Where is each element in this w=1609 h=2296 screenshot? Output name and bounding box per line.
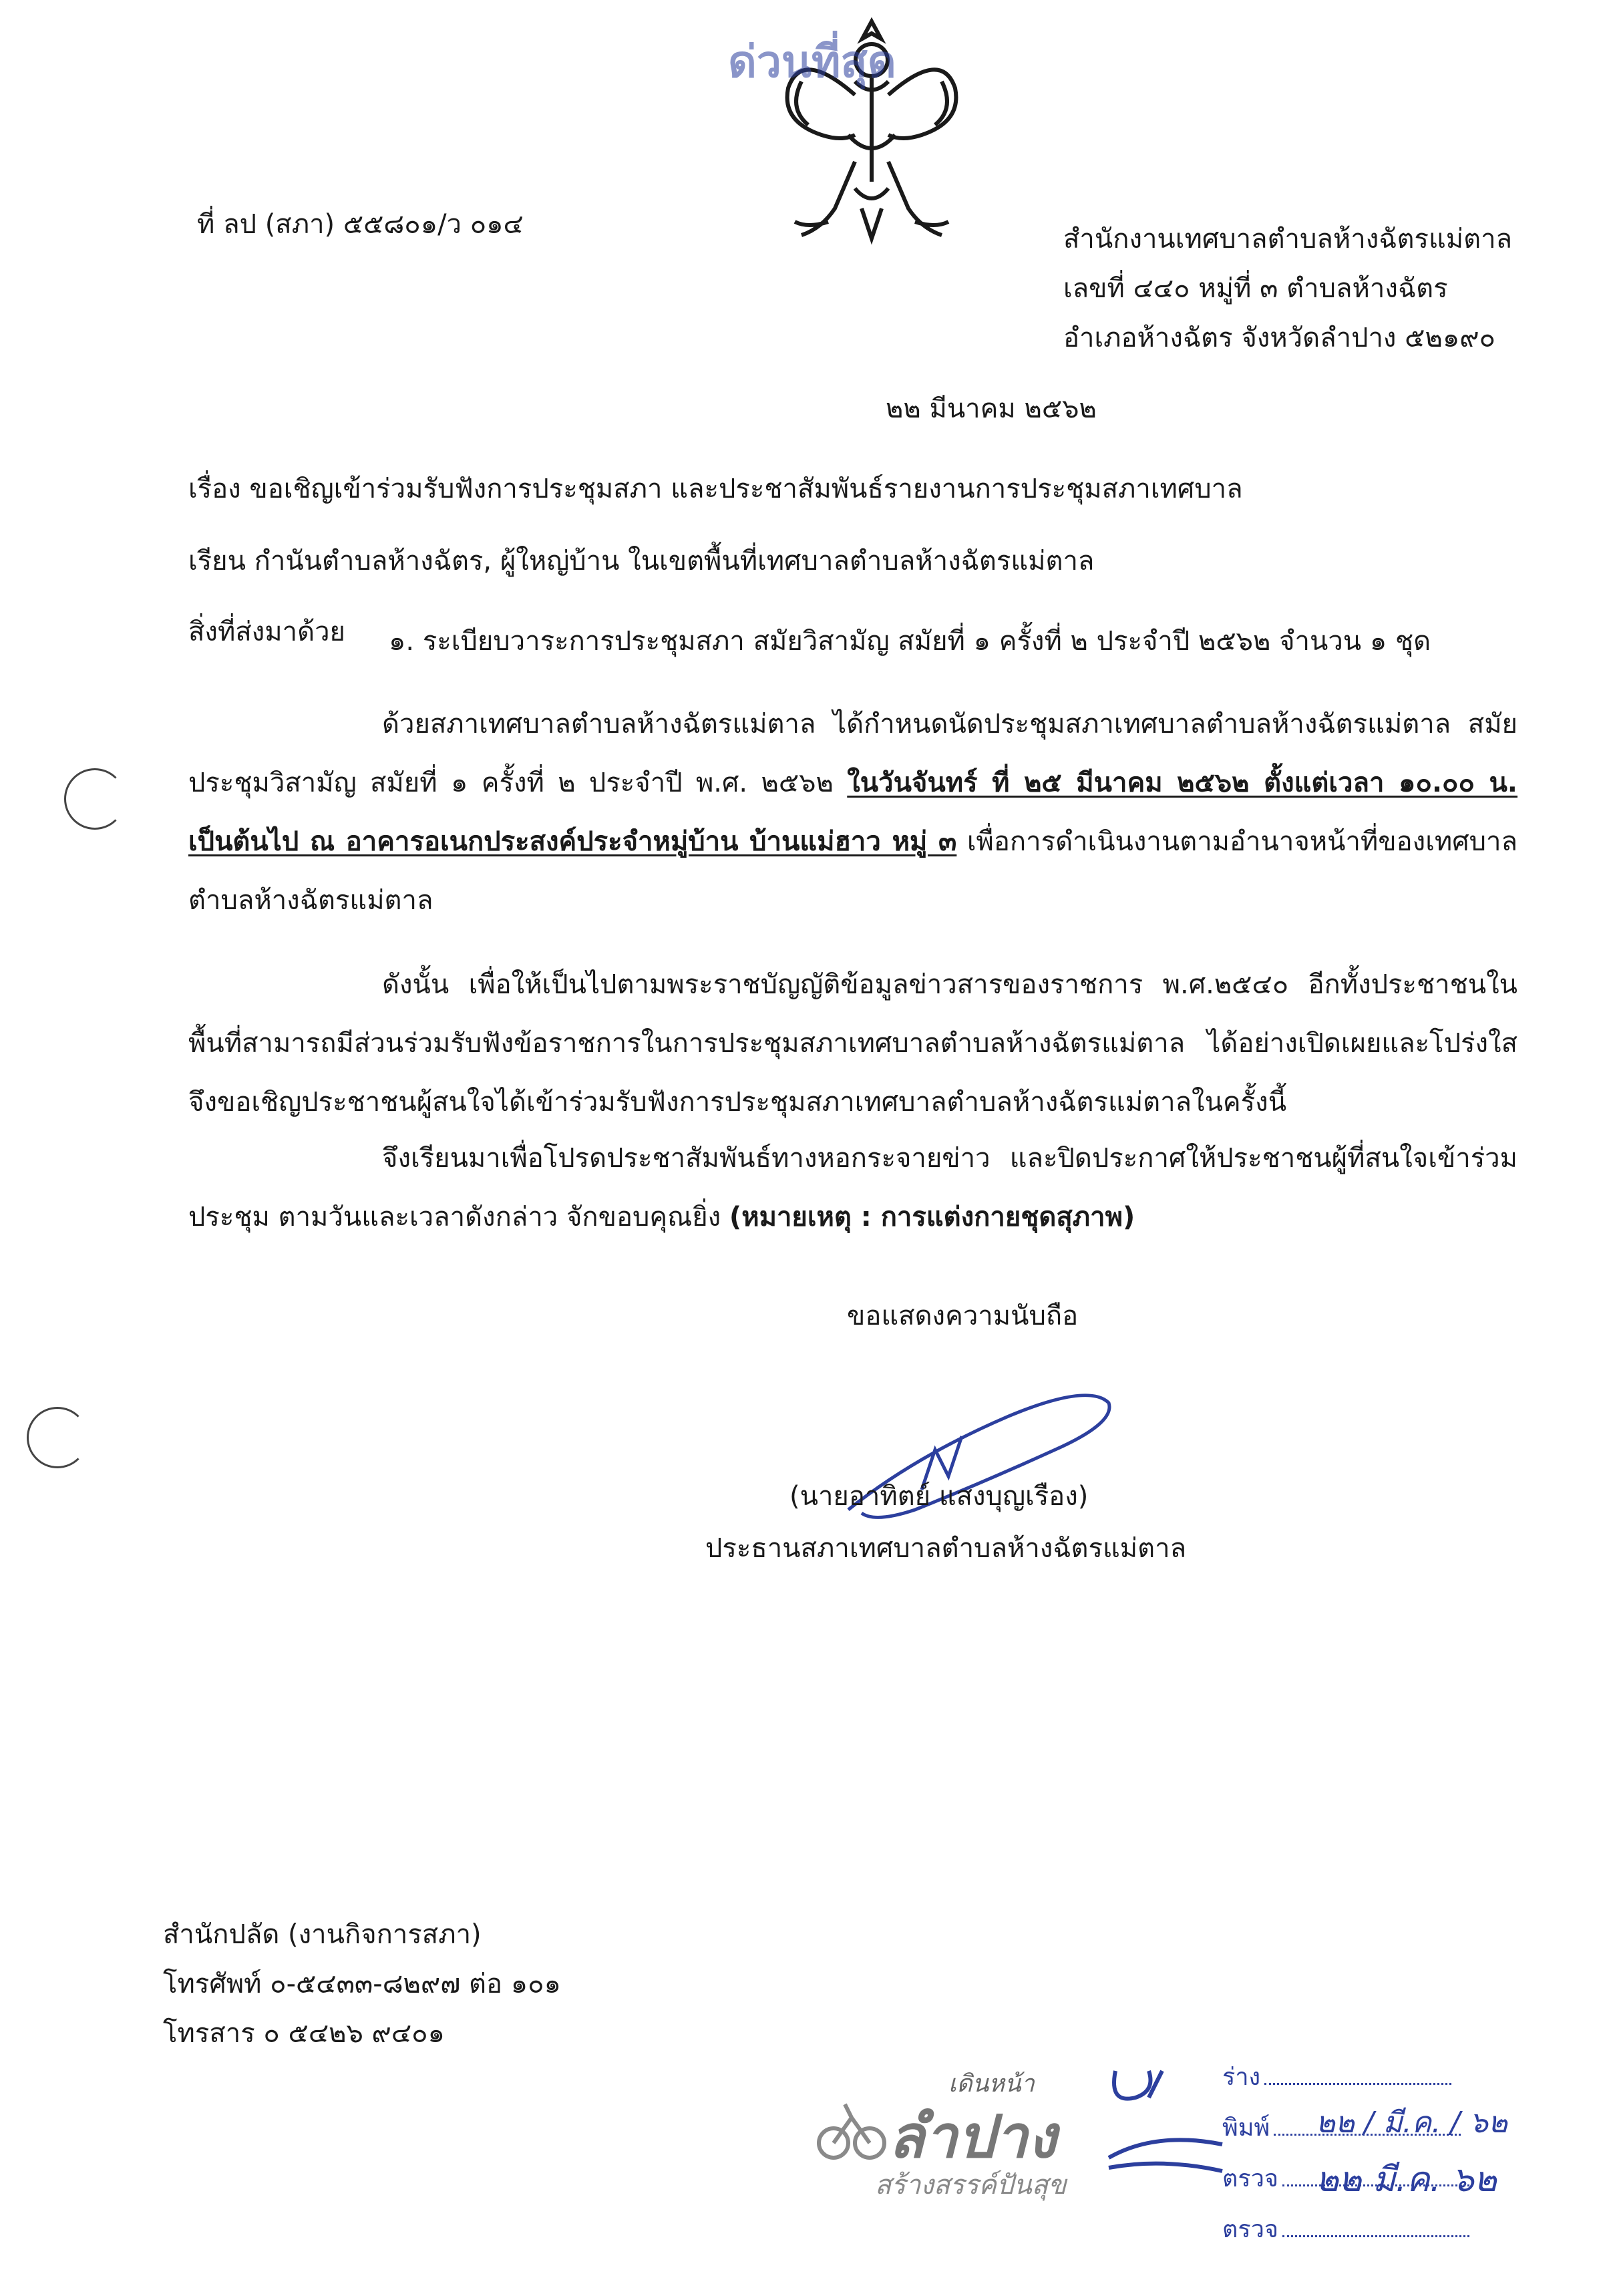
body-paragraph-3 bbox=[188, 1129, 1517, 1247]
punch-hole-bottom bbox=[27, 1407, 88, 1468]
paragraph-2-text: ดังนั้น เพื่อให้เป็นไปตามพระราชบัญญัติข้อมูลข่าวสารของราชการ พ.ศ.๒๕๔๐ อีกทั้งประชาชนในพื้นที่สามารถมีส่วนร่วมรับฟังข้อราชการในการประชุมสภาเทศบาลตำบลห้างฉัตรแม่ตาล ได้อย่างเปิดเผยและโปร่งใส จึงขอเชิญประชาชนผู้สนใจได้เข้าร่วมรับฟังการประชุมสภาเทศบาลตำบลห้างฉัตรแม่ตาลในครั้งนี้ bbox=[188, 969, 1517, 1118]
body-paragraph-1 bbox=[188, 695, 1517, 930]
approval-stamp bbox=[1095, 2058, 1536, 2258]
letter-date: ๒๒ มีนาคม ๒๕๖๒ bbox=[886, 393, 1097, 424]
footer-fax: โทรสาร ๐ ๕๔๒๖ ๙๔๐๑ bbox=[163, 2018, 445, 2049]
reference-number: ที่ ลป (สภา) ๕๕๘๐๑/ว ๐๑๔ bbox=[197, 209, 524, 240]
urgent-stamp: ด่วนที่สุด bbox=[728, 36, 896, 88]
dress-code-note: (หมายเหตุ : การแต่งกายชุดสุภาพ) bbox=[729, 1202, 1135, 1233]
body-paragraph-2 bbox=[188, 955, 1517, 1132]
closing-phrase: ขอแสดงความนับถือ bbox=[847, 1301, 1079, 1331]
stamp-row-checked-1: ตรวจ bbox=[1222, 2159, 1469, 2197]
stamp-handwritten-date-2: ๒๒ มี.ค. ๖๒ bbox=[1316, 2160, 1497, 2200]
logo-bottom-text: สร้างสรรค์ปันสุข bbox=[875, 2170, 1067, 2200]
meeting-datetime-venue: ในวันจันทร์ ที่ ๒๕ มีนาคม ๒๕๖๒ ตั้งแต่เวลา ๑๐.๐๐ น. เป็นต้นไป ณ อาคารอเนกประสงค์ประจำหมู่บ้าน บ้านแม่ฮาว หมู่ ๓ bbox=[188, 768, 1517, 857]
signatory-position: ประธานสภาเทศบาลตำบลห้างฉัตรแม่ตาล bbox=[705, 1533, 1187, 1564]
lampang-logo bbox=[815, 2064, 1095, 2198]
paragraph-3-text: จึงเรียนมาเพื่อโปรดประชาสัมพันธ์ทางหอกระจายข่าว และปิดประกาศให้ประชาชนผู้ที่สนใจเข้าร่วมประชุม ตามวันและเวลาดังกล่าว จักขอบคุณยิ่ง bbox=[188, 1143, 1517, 1233]
stamp-row-draft: ร่าง bbox=[1222, 2058, 1451, 2096]
stamp-initials bbox=[1095, 2058, 1229, 2191]
footer-department: สำนักปลัด (งานกิจการสภา) bbox=[163, 1919, 482, 1950]
paragraph-1-tail: เพื่อการดำเนินงานตามอำนาจหน้าที่ของเทศบาลตำบลห้างฉัตรแม่ตาล bbox=[188, 826, 1517, 916]
stamp-row-checked-2: ตรวจ bbox=[1222, 2210, 1469, 2248]
office-address-line-2: เลขที่ ๔๔๐ หมู่ที่ ๓ ตำบลห้างฉัตร bbox=[1063, 273, 1448, 304]
signatory-name: (นายอาทิตย์ แสงบุญเรือง) bbox=[789, 1481, 1089, 1512]
recipient-line: เรียน กำนันตำบลห้างฉัตร, ผู้ใหญ่บ้าน ในเขตพื้นที่เทศบาลตำบลห้างฉัตรแม่ตาล bbox=[188, 546, 1095, 577]
office-address-line-1: สำนักงานเทศบาลตำบลห้างฉัตรแม่ตาล bbox=[1063, 224, 1513, 255]
stamp-handwritten-date-1: ๒๒ / มี.ค. / ๖๒ bbox=[1316, 2106, 1507, 2140]
bicycle-icon bbox=[815, 2091, 888, 2164]
enclosure-label: สิ่งที่ส่งมาด้วย bbox=[188, 617, 345, 647]
stamp-row-typed: พิมพ์ bbox=[1222, 2108, 1461, 2146]
office-address-line-3: อำเภอห้างฉัตร จังหวัดลำปาง ๕๒๑๙๐ bbox=[1063, 323, 1495, 353]
paragraph-1-text: ด้วยสภาเทศบาลตำบลห้างฉัตรแม่ตาล ได้กำหนดนัดประชุมสภาเทศบาลตำบลห้างฉัตรแม่ตาล สมัยประชุมวิสามัญ สมัยที่ ๑ ครั้งที่ ๒ ประจำปี พ.ศ. ๒๕๖๒ bbox=[188, 709, 1517, 798]
punch-hole-top bbox=[64, 768, 126, 830]
logo-main-text: ลำปาง bbox=[888, 2102, 1057, 2171]
subject-line: เรื่อง ขอเชิญเข้าร่วมรับฟังการประชุมสภา และประชาสัมพันธ์รายงานการประชุมสภาเทศบาล bbox=[188, 474, 1243, 504]
footer-phone: โทรศัพท์ ๐-๕๔๓๓-๘๒๙๗ ต่อ ๑๐๑ bbox=[163, 1969, 561, 1999]
enclosure-item: ๑. ระเบียบวาระการประชุมสภา สมัยวิสามัญ สมัยที่ ๑ ครั้งที่ ๒ ประจำปี ๒๕๖๒ จำนวน ๑ ชุด bbox=[389, 626, 1431, 657]
logo-top-text: เดินหน้า bbox=[948, 2070, 1035, 2098]
